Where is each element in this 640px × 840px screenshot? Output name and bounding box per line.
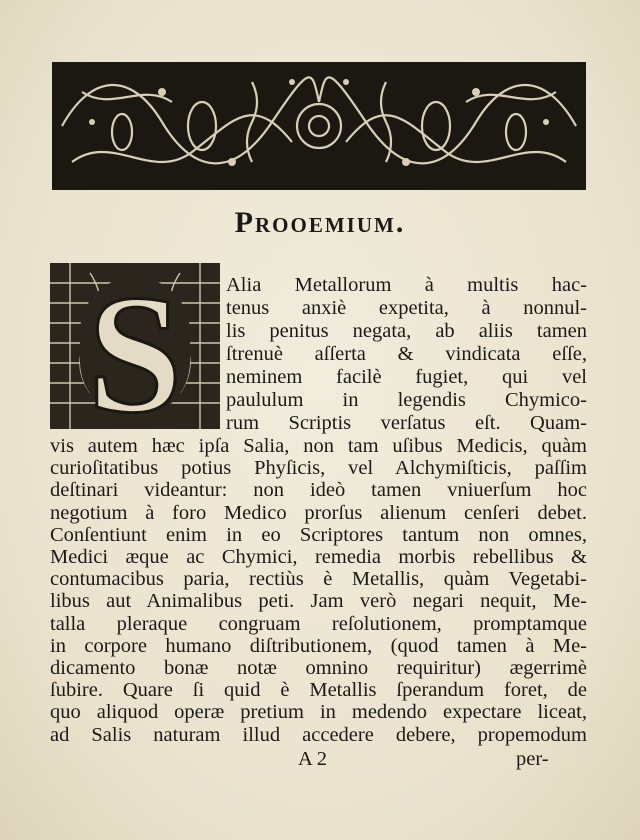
text-line: lis penitus negata, ab aliis tamen: [226, 320, 587, 342]
signature-mark: A 2: [298, 748, 328, 770]
text-line: curioſitatibus potius Phyſicis, vel Alchymiſticis, paſſim: [50, 457, 587, 480]
text-line: neminem facilè fugiet, qui vel: [226, 366, 587, 388]
floral-ornament-headpiece-icon: [52, 62, 586, 190]
ornamental-initial-s-icon: [50, 263, 220, 429]
catchword: per-: [516, 748, 549, 770]
text-line: Medici æque ac Chymici, remedia morbis rebellibus &: [50, 546, 587, 568]
text-line: negotium à foro Medico prorſus alienum cenſeri debet.: [50, 501, 587, 524]
text-line: in corpore humano diſtributionem, (quod tamen à Me-: [50, 634, 587, 657]
text-line: ſtrenuè aſſerta & vindicata eſſe,: [226, 343, 587, 365]
text-line: ſubire. Quare ſi quid è Metallis ſperandum foret, de: [50, 679, 587, 702]
text-line: vis autem hæc ipſa Salia, non tam uſibus Medicis, quàm: [50, 435, 587, 457]
text-line: Alia Metallorum à multis hac-: [226, 274, 587, 296]
text-line: libus aut Animalibus peti. Jam verò negari nequit, Me-: [50, 590, 587, 613]
text-line: dicamento bonæ notæ omnino requiritur) ægerrimè: [50, 657, 587, 679]
text-line: deſtinari videantur: non ideò tamen vniuerſum hoc: [50, 479, 587, 502]
text-line: Conſentiunt enim in eo Scriptores tantum non omnes,: [50, 523, 587, 546]
text-line: rum Scriptis verſatus eſt. Quam-: [226, 412, 587, 434]
text-line: contumacibus paria, rectiùs è Metallis, quàm Vegetabi-: [50, 568, 587, 591]
text-line: paululum in legendis Chymico-: [226, 389, 587, 411]
text-line: talla pleraque congruam reſolutionem, promptamque: [50, 612, 587, 635]
text-line: quo aliquod operæ pretium in medendo expectare liceat,: [50, 701, 587, 724]
text-line: ad Salis naturam illud accedere debere, propemodum: [50, 723, 587, 746]
initial-letter: S: [87, 263, 183, 429]
page-title: Prooemium.: [234, 206, 406, 239]
text-line: tenus anxiè expetita, à nonnul-: [226, 297, 587, 319]
